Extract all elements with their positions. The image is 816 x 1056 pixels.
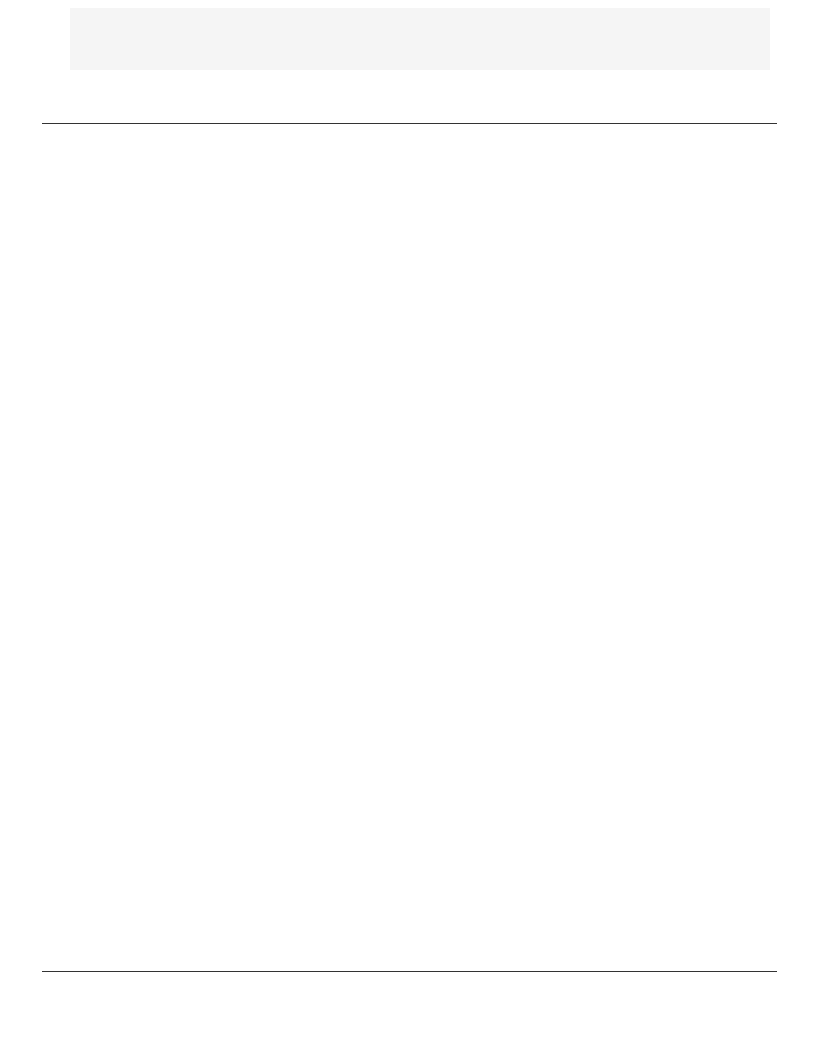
bottom-rule (42, 971, 777, 972)
header-rule (42, 123, 777, 124)
scan-header-shading (70, 8, 770, 70)
column-headers (42, 96, 777, 120)
